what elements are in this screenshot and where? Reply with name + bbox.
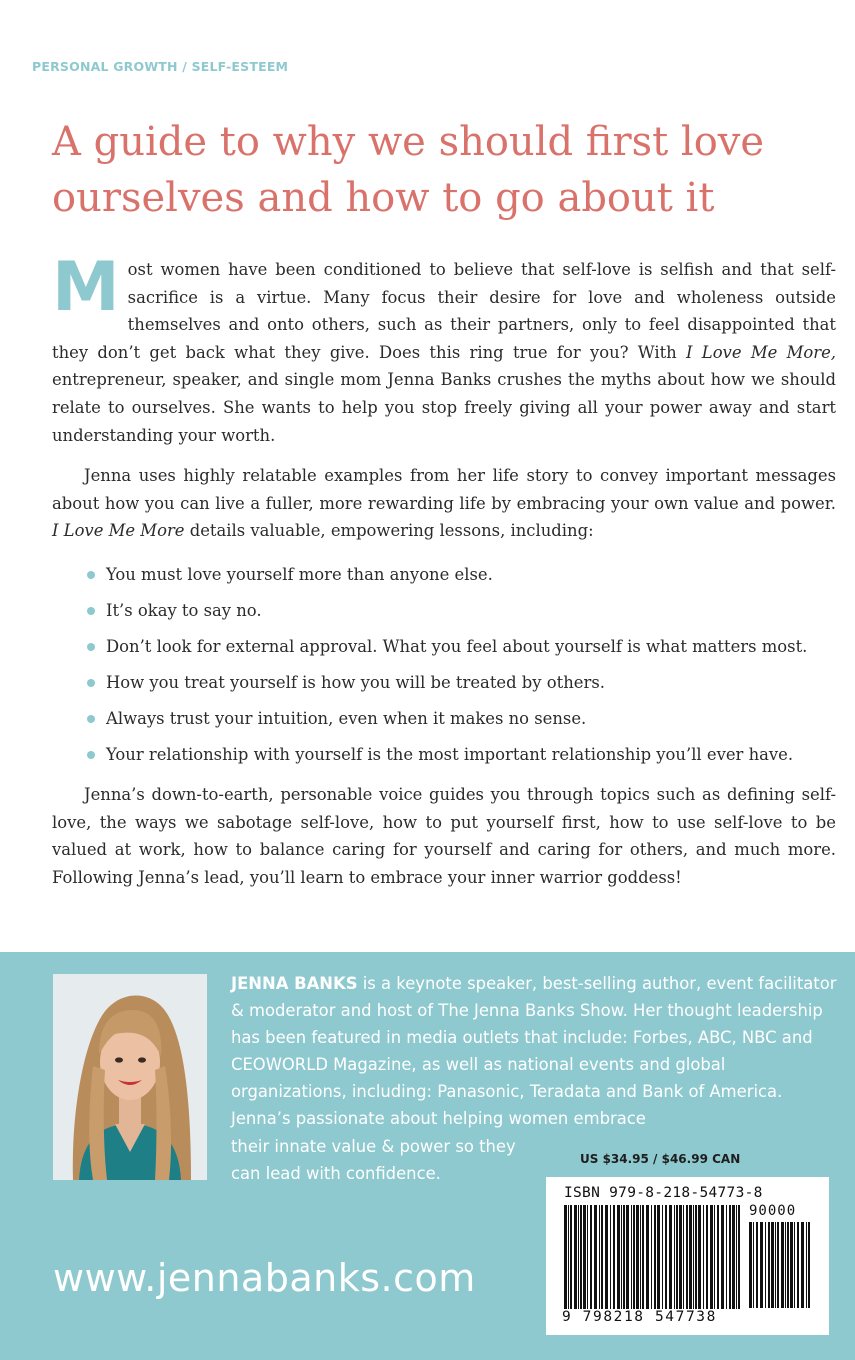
intro-paragraph xyxy=(52,248,836,449)
author-photo xyxy=(53,974,207,1180)
book-title-italic: I Love Me More, xyxy=(686,342,836,362)
closing-paragraph: Jenna’s down-to-earth, personable voice guides you through topics such as defining self-love, the ways we sabotage self-love, how to put yourself first, how to use self-love to be valued at work, how to balance caring for yourself and caring for others, and much more. Following Jenna’s lead, you’ll learn to embrace your inner warrior goddess! xyxy=(52,784,836,887)
description-body xyxy=(52,248,836,891)
category-label: PERSONAL GROWTH / SELF-ESTEEM xyxy=(32,59,289,74)
lesson-item: Always trust your intuition, even when it makes no sense. xyxy=(52,705,836,732)
second-text-1: Jenna uses highly relatable examples from her life story to convey important messages about how you can live a fuller, more rewarding life by embracing your own value and power. xyxy=(52,466,836,513)
intro-text-1: ost women have been conditioned to believe that self-love is selfish and that self-sacrifice is a virtue. Many focus their desire for love and wholeness outside themselves and onto others, such as their partners, only to feel disappointed that they don’t get back what they give. Does this ring true for you? With xyxy=(52,260,836,362)
bio-line-a: their innate value & power so they xyxy=(231,1136,516,1156)
intro-text-2: entrepreneur, speaker, and single mom Jenna Banks crushes the myths about how we should relate to ourselves. She wants to help you stop freely giving all your power away and start understanding your worth. xyxy=(52,370,836,445)
lesson-item: You must love yourself more than anyone else. xyxy=(52,561,836,588)
headline xyxy=(52,114,842,226)
lesson-item: Your relationship with yourself is the most important relationship you’ll ever have. xyxy=(52,741,836,768)
barcode-addon-number: 90000 xyxy=(749,1203,797,1219)
second-text-2: details valuable, empowering lessons, including: xyxy=(184,521,594,541)
lessons-list xyxy=(52,561,836,768)
website-url: www.jennabanks.com xyxy=(53,1256,476,1300)
isbn-label: ISBN 979-8-218-54773-8 xyxy=(564,1185,763,1201)
author-bio-text xyxy=(231,970,837,1187)
lesson-item: How you treat yourself is how you will be treated by others. xyxy=(52,669,836,696)
second-paragraph xyxy=(52,462,836,545)
lesson-item: Don’t look for external approval. What you feel about yourself is what matters most. xyxy=(52,633,836,660)
author-portrait-illustration xyxy=(53,974,207,1180)
bio-body: is a keynote speaker, best-selling author, event facilitator & moderator and host of The Jenna Banks Show. Her thought leadership has been featured in media outlets that include: Forbes, ABC, NBC and CEOWORLD Magazine, as well as national events and global organizations, including: Panasonic, Teradata and Bank of America. Jenna’s passionate about helping women embrace xyxy=(231,974,837,1129)
headline-line-1: A guide to why we should first love xyxy=(52,119,765,165)
isbn-digits: 9 798218 547738 xyxy=(562,1309,717,1325)
author-bio-panel xyxy=(0,952,855,1360)
barcode-icon xyxy=(564,1205,742,1309)
barcode-box xyxy=(546,1177,829,1335)
price-label: US $34.95 / $46.99 CAN xyxy=(580,1152,741,1166)
barcode-addon-icon xyxy=(749,1222,811,1308)
book-title-italic-2: I Love Me More xyxy=(52,521,185,541)
lesson-item: It’s okay to say no. xyxy=(52,597,836,624)
drop-cap: M xyxy=(52,248,120,327)
bio-line-b: can lead with confidence. xyxy=(231,1163,441,1183)
author-name: JENNA BANKS xyxy=(231,974,358,993)
headline-line-2: ourselves and how to go about it xyxy=(52,175,715,221)
